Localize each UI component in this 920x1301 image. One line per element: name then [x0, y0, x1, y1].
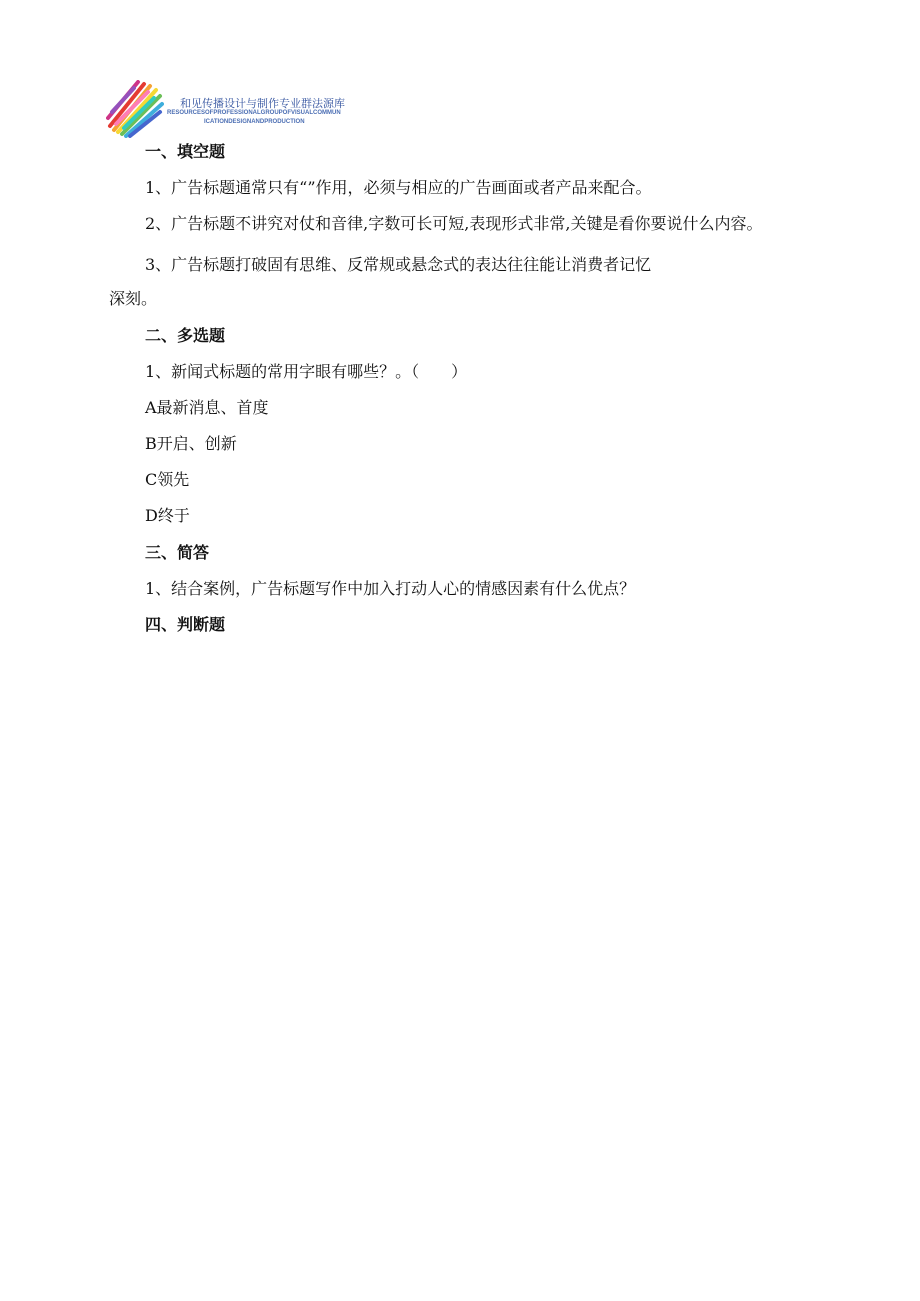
logo [104, 78, 354, 138]
fill-blank-question-3: 3、广告标题打破固有思维、反常规或悬念式的表达往往能让消费者记忆 [145, 255, 652, 274]
short-answer-question-1: 1、结合案例，广告标题写作中加入打动人心的情感因素有什么优点？ [145, 579, 636, 598]
section-heading-short-answer: 三、简答 [145, 543, 210, 562]
fill-blank-question-3-continued: 深刻。 [109, 289, 158, 308]
option-b: B开启、创新 [145, 434, 237, 453]
document-body [109, 138, 819, 637]
logo-subtitle-line-2: ICATIONDESIGNANDPRODUCTION [204, 119, 305, 125]
logo-title: 和见传播设计与制作专业群法源库 [180, 97, 345, 110]
multiple-choice-question-1: 1、新闻式标题的常用字眼有哪些？。（ ） [145, 362, 468, 381]
fill-blank-question-1: 1、广告标题通常只有“”作用，必须与相应的广告画面或者产品来配合。 [145, 178, 652, 197]
option-c: C领先 [145, 470, 190, 489]
logo-subtitle-line-1: RESOURCESOFPROFESSIONALGROUPOFVISUALCOMMUN [167, 110, 341, 116]
option-a: A最新消息、首度 [145, 398, 269, 417]
option-d: D终于 [145, 506, 190, 525]
section-heading-multiple-choice: 二、多选题 [145, 326, 226, 345]
section-heading-true-false: 四、判断题 [145, 615, 226, 634]
fill-blank-question-2: 2、广告标题不讲究对仗和音律,字数可长可短,表现形式非常,关键是看你要说什么内容。 [145, 214, 763, 233]
brush-stroke-logo-icon [104, 78, 164, 138]
section-heading-fill-blank: 一、填空题 [145, 142, 226, 161]
